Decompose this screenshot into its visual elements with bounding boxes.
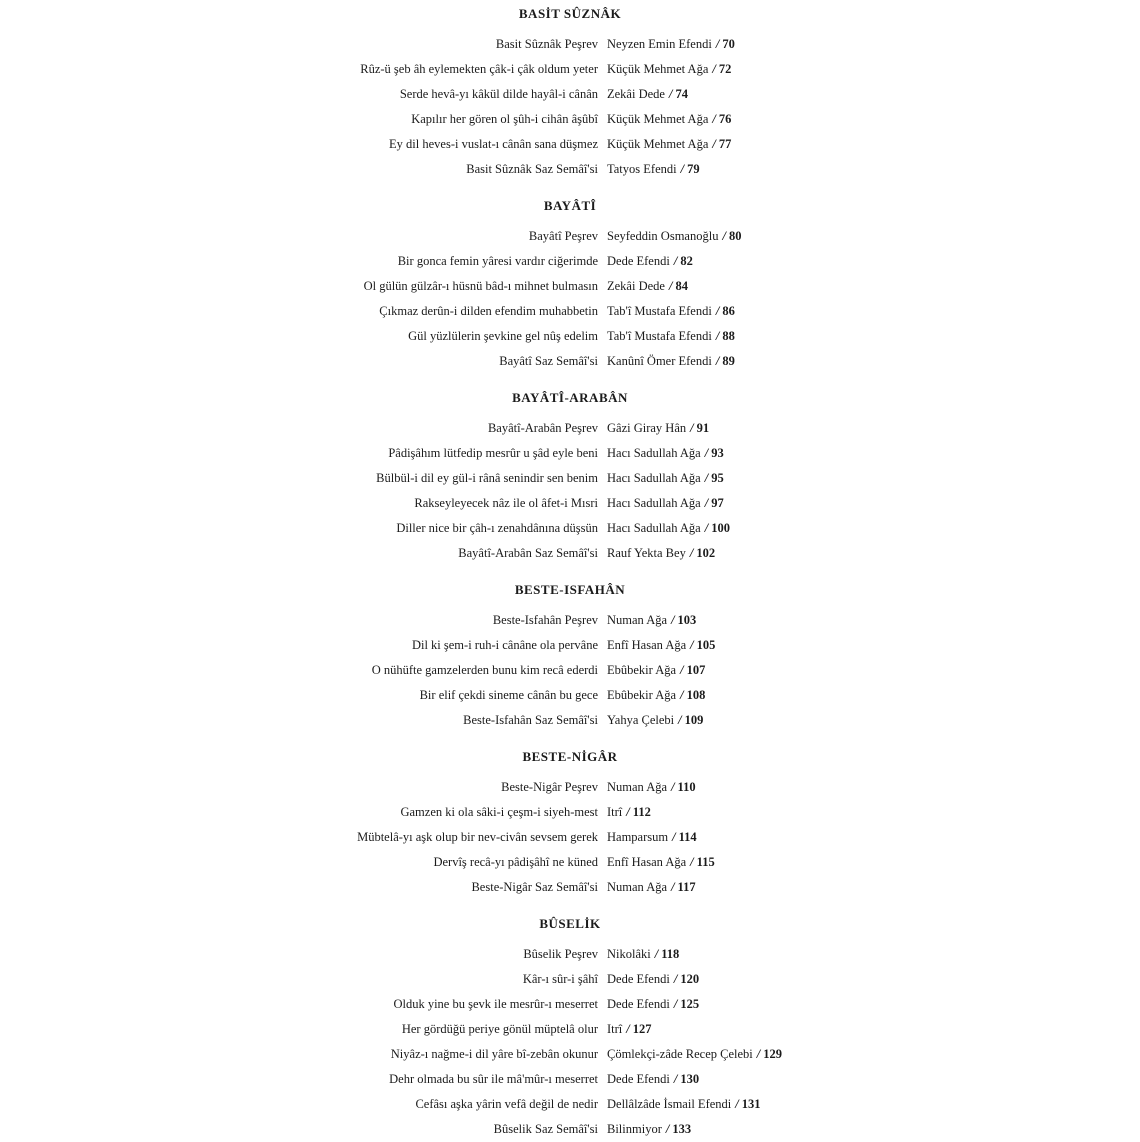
toc-entry-row (0, 850, 1140, 875)
entry-composer: Hacı Sadullah Ağa (607, 471, 701, 485)
entry-separator: / (715, 354, 720, 368)
entry-credit (607, 1117, 691, 1142)
entry-separator: / (735, 1097, 739, 1111)
entry-composer: Itrî (607, 1022, 623, 1036)
entry-composer: Küçük Mehmet Ağa (607, 137, 709, 151)
entry-page-number: 109 (684, 713, 704, 727)
entry-page-number: 74 (675, 87, 688, 101)
section-title: BAYÂTÎ-ARABÂN (512, 390, 628, 405)
entry-page-number: 88 (722, 329, 735, 343)
toc-entry-row (0, 157, 1140, 182)
entry-page-number: 93 (711, 446, 724, 460)
entry-page-number: 117 (677, 880, 696, 894)
entry-composer: Numan Ağa (607, 780, 668, 794)
entry-composer: Dede Efendi (607, 1072, 670, 1086)
entry-page-number: 114 (678, 830, 697, 844)
entry-title: Beste-Isfahân Peşrev (492, 613, 598, 627)
entry-page-number: 80 (728, 229, 742, 243)
entry-page-number: 77 (718, 137, 732, 151)
entry-title: Rûz-ü şeb âh eylemekten çâk-i çâk oldum yeter (360, 62, 598, 76)
entry-separator: / (712, 62, 716, 76)
entry-credit (607, 416, 709, 441)
section-title: BESTE-NİGÂR (522, 749, 618, 764)
makam-section (0, 4, 1140, 182)
entry-page-number: 133 (672, 1122, 692, 1136)
section-title: BÛSELİK (539, 916, 601, 931)
entry-credit (607, 541, 715, 566)
entry-title: Dehr olmada bu sûr ile mâ'mûr-ı meserret (389, 1072, 598, 1086)
toc-entry-row (0, 775, 1140, 800)
entry-title: Bayâtî Peşrev (528, 229, 598, 243)
entry-composer: Dellâlzâde İsmail Efendi (607, 1097, 732, 1111)
section-title: BESTE-ISFAHÂN (514, 582, 626, 597)
toc-entry-row (0, 1042, 1140, 1067)
entry-title: Bûselik Peşrev (523, 947, 598, 961)
entry-title: Serde hevâ-yı kâkül dilde hayâl-i cânân (399, 87, 598, 101)
entry-separator: / (756, 1047, 761, 1061)
entry-separator: / (678, 713, 682, 727)
entry-credit (607, 466, 724, 491)
entry-credit (607, 683, 705, 708)
entry-separator: / (680, 688, 684, 702)
entry-page-number: 120 (680, 972, 700, 986)
entry-title: Kapılır her gören ol şûh-i cihân âşûbî (411, 112, 598, 126)
entry-title: Beste-Nigâr Saz Semâî'si (471, 880, 598, 894)
entry-credit (607, 992, 699, 1017)
toc-entry-row (0, 992, 1140, 1017)
entry-title: Bir gonca femin yâresi vardır ciğerimde (397, 254, 598, 268)
toc-entry-row (0, 658, 1140, 683)
entry-title: Her gördüğü periye gönül müptelâ olur (401, 1022, 598, 1036)
entry-title: Cefâsı aşka yârin vefâ değil de nedir (415, 1097, 598, 1111)
entry-title: Gül yüzlülerin şevkine gel nûş edelim (408, 329, 598, 343)
entry-page-number: 110 (677, 780, 696, 794)
toc-entry-row (0, 967, 1140, 992)
toc-entry-row (0, 57, 1140, 82)
toc-entry-row (0, 249, 1140, 274)
entry-composer: Hacı Sadullah Ağa (607, 521, 701, 535)
entry-title: Bayâtî Saz Semâî'si (499, 354, 598, 368)
toc-entry-row (0, 416, 1140, 441)
toc-entry-row (0, 1117, 1140, 1142)
entry-title: Diller nice bir çâh-ı zenahdânına düşsün (396, 521, 598, 535)
entry-credit (607, 57, 731, 82)
toc-entry-row (0, 708, 1140, 733)
entry-page-number: 76 (718, 112, 732, 126)
toc-entry-row (0, 800, 1140, 825)
toc-entry-row (0, 441, 1140, 466)
entry-credit (607, 1017, 652, 1042)
entry-separator: / (671, 613, 675, 627)
toc-entry-row (0, 541, 1140, 566)
entry-credit (607, 850, 715, 875)
entry-title: Çıkmaz derûn-i dilden efendim muhabbetin (379, 304, 598, 318)
entry-separator: / (654, 947, 659, 961)
entry-page-number: 129 (763, 1047, 783, 1061)
entry-title: Niyâz-ı nağme-i dil yâre bî-zebân okunur (390, 1047, 598, 1061)
entry-page-number: 100 (711, 521, 730, 535)
entry-composer: Numan Ağa (607, 613, 668, 627)
entry-credit (607, 157, 700, 182)
entry-separator: / (704, 446, 709, 460)
entry-credit (607, 800, 651, 825)
entry-composer: Yahya Çelebi (607, 713, 675, 727)
toc-entry-row (0, 942, 1140, 967)
entry-title: Rakseyleyecek nâz ile ol âfet-i Mısri (414, 496, 598, 510)
entry-title: Ey dil heves-i vuslat-ı cânân sana düşmez (389, 137, 598, 151)
entry-separator: / (704, 521, 709, 535)
entry-credit (607, 775, 696, 800)
entry-page-number: 95 (711, 471, 724, 485)
entry-page-number: 115 (696, 855, 715, 869)
entry-title: Bir elif çekdi sineme cânân bu gece (419, 688, 598, 702)
entry-composer: Tab'î Mustafa Efendi (607, 304, 712, 318)
entry-title: O nühüfte gamzelerden bunu kim recâ ederdi (371, 663, 598, 677)
entry-composer: Dede Efendi (607, 972, 670, 986)
entry-page-number: 125 (680, 997, 700, 1011)
entry-page-number: 108 (686, 688, 706, 702)
entry-separator: / (722, 229, 726, 243)
entry-title: Dil ki şem-i ruh-i cânâne ola pervâne (411, 638, 598, 652)
entry-separator: / (626, 1022, 630, 1036)
entry-title: Bayâtî-Arabân Peşrev (487, 421, 598, 435)
entry-separator: / (672, 830, 676, 844)
toc-entry-row (0, 683, 1140, 708)
entry-separator: / (673, 254, 678, 268)
entry-composer: Küçük Mehmet Ağa (607, 112, 709, 126)
entry-composer: Zekâi Dede (607, 279, 665, 293)
entry-credit (607, 107, 731, 132)
entry-separator: / (673, 1072, 678, 1086)
entry-separator: / (715, 329, 720, 343)
toc-entry-row (0, 825, 1140, 850)
section-rows (0, 942, 1140, 1142)
entry-page-number: 84 (675, 279, 688, 293)
entry-credit (607, 274, 688, 299)
entry-page-number: 112 (632, 805, 651, 819)
entry-separator: / (712, 137, 716, 151)
entry-separator: / (680, 663, 684, 677)
entry-composer: Hamparsum (607, 830, 669, 844)
entry-title: Olduk yine bu şevk ile mesrûr-ı meserret (393, 997, 598, 1011)
entry-credit (607, 658, 705, 683)
entry-composer: Hacı Sadullah Ağa (607, 446, 701, 460)
entry-composer: Tab'î Mustafa Efendi (607, 329, 712, 343)
entry-composer: Ebûbekir Ağa (607, 663, 677, 677)
entry-page-number: 72 (718, 62, 732, 76)
entry-separator: / (689, 546, 694, 560)
entry-page-number: 89 (722, 354, 735, 368)
section-title: BAYÂTÎ (543, 198, 597, 213)
entry-composer: Nikolâki (607, 947, 651, 961)
entry-title: Beste-Nigâr Peşrev (501, 780, 598, 794)
entry-title: Pâdişâhım lütfedip mesrûr u şâd eyle beni (388, 446, 598, 460)
entry-page-number: 130 (680, 1072, 700, 1086)
entry-page-number: 82 (680, 254, 693, 268)
entry-title: Kâr-ı sûr-i şâhî (522, 972, 598, 986)
entry-composer: Gâzi Giray Hân (607, 421, 687, 435)
toc-entry-row (0, 32, 1140, 57)
section-rows (0, 32, 1140, 182)
entry-credit (607, 441, 724, 466)
entry-page-number: 127 (632, 1022, 652, 1036)
entry-composer: Rauf Yekta Bey (607, 546, 686, 560)
entry-composer: Hacı Sadullah Ağa (607, 496, 701, 510)
entry-page-number: 102 (696, 546, 716, 560)
entry-credit (607, 967, 699, 992)
entry-credit (607, 942, 679, 967)
entry-title: Bülbül-i dil ey gül-i rânâ senindir sen benim (376, 471, 598, 485)
toc-entry-row (0, 1092, 1140, 1117)
toc-entry-row (0, 349, 1140, 374)
entry-page-number: 105 (696, 638, 716, 652)
entry-separator: / (626, 805, 630, 819)
entry-credit (607, 875, 696, 900)
entry-credit (607, 516, 730, 541)
entry-credit (607, 224, 741, 249)
entry-composer: Enfî Hasan Ağa (607, 855, 687, 869)
entry-credit (607, 132, 731, 157)
toc-entry-row (0, 324, 1140, 349)
entry-credit (607, 491, 724, 516)
toc-entry-row (0, 516, 1140, 541)
makam-section (0, 388, 1140, 566)
entry-composer: Numan Ağa (607, 880, 668, 894)
entry-separator: / (715, 37, 720, 51)
entry-composer: Itrî (607, 805, 623, 819)
entry-title: Gamzen ki ola sâki-i çeşm-i siyeh-mest (400, 805, 598, 819)
entry-separator: / (712, 112, 716, 126)
section-rows (0, 416, 1140, 566)
entry-composer: Seyfeddin Osmanoğlu (607, 229, 719, 243)
entry-composer: Dede Efendi (607, 254, 670, 268)
entry-credit (607, 299, 735, 324)
entry-page-number: 70 (722, 37, 735, 51)
toc-entry-row (0, 299, 1140, 324)
entry-separator: / (680, 162, 685, 176)
makam-section (0, 580, 1140, 733)
toc-entry-row (0, 132, 1140, 157)
entry-composer: Bilinmiyor (607, 1122, 662, 1136)
toc-entry-row (0, 633, 1140, 658)
entry-separator: / (704, 471, 709, 485)
entry-separator: / (668, 279, 673, 293)
entry-title: Bayâtî-Arabân Saz Semâî'si (458, 546, 598, 560)
entry-credit (607, 32, 735, 57)
entry-composer: Enfî Hasan Ağa (607, 638, 687, 652)
toc-entry-row (0, 491, 1140, 516)
entry-separator: / (673, 972, 678, 986)
entry-separator: / (668, 87, 673, 101)
entry-page-number: 103 (677, 613, 697, 627)
section-title: BASİT SÛZNÂK (518, 6, 622, 21)
entry-composer: Neyzen Emin Efendi (607, 37, 712, 51)
toc-entry-row (0, 1067, 1140, 1092)
entry-title: Basit Sûznâk Peşrev (495, 37, 598, 51)
entry-page-number: 107 (686, 663, 706, 677)
entry-composer: Kanûnî Ömer Efendi (607, 354, 712, 368)
entry-page-number: 79 (687, 162, 700, 176)
entry-composer: Dede Efendi (607, 997, 670, 1011)
entry-separator: / (665, 1122, 670, 1136)
toc-entry-row (0, 274, 1140, 299)
entry-credit (607, 825, 697, 850)
entry-separator: / (690, 421, 694, 435)
entry-separator: / (690, 638, 694, 652)
entry-page-number: 86 (722, 304, 735, 318)
toc-entry-row (0, 608, 1140, 633)
entry-page-number: 131 (741, 1097, 761, 1111)
entry-separator: / (704, 496, 709, 510)
entry-composer: Ebûbekir Ağa (607, 688, 677, 702)
toc-entry-row (0, 875, 1140, 900)
entry-page-number: 91 (696, 421, 710, 435)
entry-separator: / (671, 880, 675, 894)
entry-credit (607, 708, 703, 733)
entry-separator: / (690, 855, 694, 869)
entry-title: Beste-Isfahân Saz Semâî'si (463, 713, 598, 727)
entry-separator: / (715, 304, 720, 318)
entry-credit (607, 1042, 782, 1067)
entry-separator: / (671, 780, 675, 794)
section-rows (0, 224, 1140, 374)
entry-credit (607, 349, 735, 374)
entry-credit (607, 633, 715, 658)
entry-title: Basit Sûznâk Saz Semâî'si (466, 162, 598, 176)
makam-section (0, 196, 1140, 374)
entry-composer: Tatyos Efendi (607, 162, 677, 176)
makam-section (0, 747, 1140, 900)
toc-entry-row (0, 1017, 1140, 1042)
entry-title: Dervîş recâ-yı pâdişâhî ne küned (433, 855, 598, 869)
section-rows (0, 775, 1140, 900)
section-rows (0, 608, 1140, 733)
entry-title: Ol gülün gülzâr-ı hüsnü bâd-ı mihnet bulmasın (363, 279, 598, 293)
entry-credit (607, 1092, 760, 1117)
entry-composer: Küçük Mehmet Ağa (607, 62, 709, 76)
toc-entry-row (0, 466, 1140, 491)
entry-page-number: 118 (661, 947, 680, 961)
entry-title: Mübtelâ-yı aşk olup bir nev-civân sevsem gerek (357, 830, 598, 844)
entry-credit (607, 82, 688, 107)
entry-page-number: 97 (711, 496, 724, 510)
toc-entry-row (0, 107, 1140, 132)
entry-credit (607, 324, 735, 349)
entry-composer: Çömlekçi-zâde Recep Çelebi (607, 1047, 753, 1061)
entry-credit (607, 249, 693, 274)
entry-separator: / (673, 997, 678, 1011)
entry-composer: Zekâi Dede (607, 87, 665, 101)
makam-section (0, 914, 1140, 1142)
entry-credit (607, 1067, 699, 1092)
toc-entry-row (0, 82, 1140, 107)
toc-entry-row (0, 224, 1140, 249)
entry-title: Bûselik Saz Semâî'si (493, 1122, 598, 1136)
entry-credit (607, 608, 696, 633)
